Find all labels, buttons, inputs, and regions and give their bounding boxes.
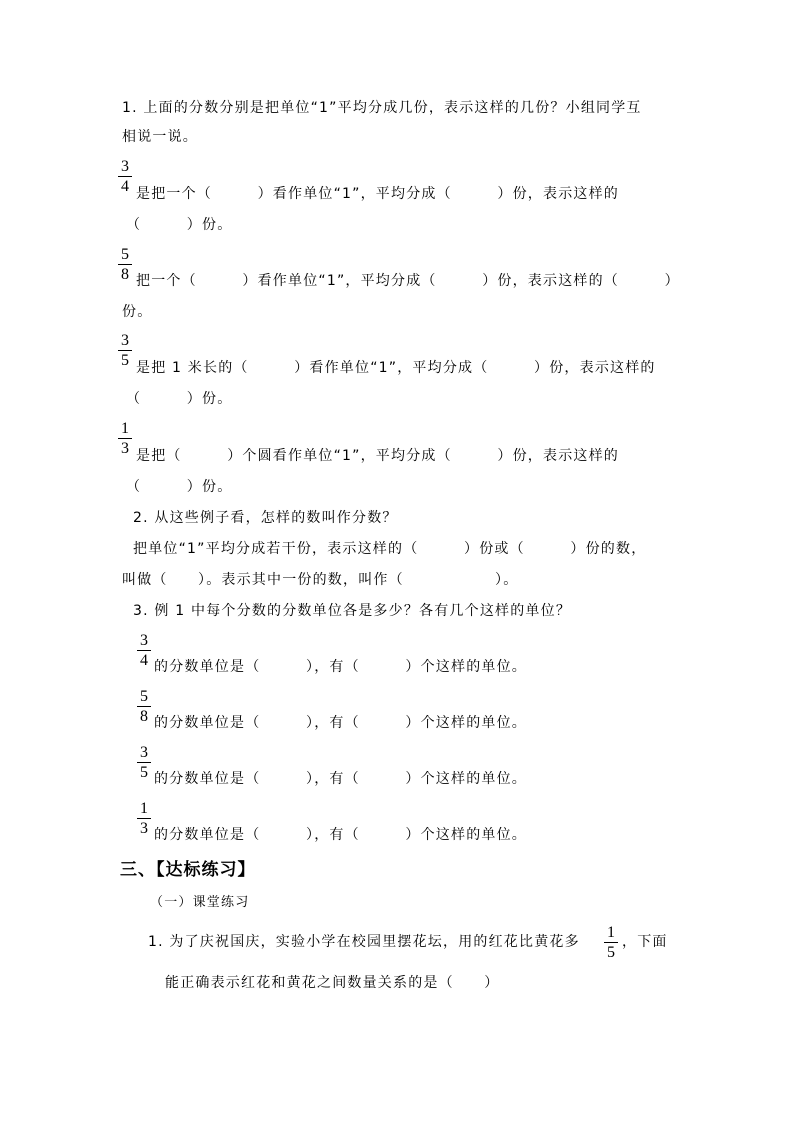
fraction-1-3 <box>137 800 151 837</box>
fraction-3-4 <box>137 632 151 669</box>
item-line1: 是把 1 米长的（ ）看作单位“1”，平均分成（ ）份，表示这样的 <box>136 360 656 376</box>
item-line2: （ ）份。 <box>126 217 233 233</box>
item-line2: （ ）份。 <box>126 479 233 495</box>
fraction-bar <box>137 818 151 819</box>
unit-line: 的分数单位是（ ），有（ ）个这样的单位。 <box>154 715 527 731</box>
fraction-denominator: 3 <box>121 440 129 457</box>
fraction-denominator: 4 <box>121 178 129 195</box>
fraction-denominator: 8 <box>140 708 148 725</box>
practice-q1-line2: 能正确表示红花和黄花之间数量关系的是（ ） <box>165 975 500 991</box>
unit-line: 的分数单位是（ ），有（ ）个这样的单位。 <box>154 827 527 843</box>
fraction-1-3 <box>118 420 132 457</box>
fraction-numerator: 1 <box>140 800 148 817</box>
fraction-5-8 <box>137 688 151 725</box>
q3-title: 3. 例 1 中每个分数的分数单位各是多少？各有几个这样的单位？ <box>133 603 572 619</box>
fraction-numerator: 3 <box>121 158 129 175</box>
practice-q1-part1: 1. 为了庆祝国庆，实验小学在校园里摆花坛，用的红花比黄花多 <box>148 934 580 950</box>
practice-q1-part2: ，下面 <box>622 934 668 950</box>
fraction-bar <box>118 350 132 351</box>
fraction-bar <box>137 706 151 707</box>
fraction-denominator: 3 <box>140 820 148 837</box>
q2-title: 2. 从这些例子看，怎样的数叫作分数？ <box>133 510 398 526</box>
fraction-denominator: 4 <box>140 652 148 669</box>
fraction-numerator: 3 <box>121 332 129 349</box>
fraction-denominator: 8 <box>121 266 129 283</box>
section-subheading: （一）课堂练习 <box>150 895 250 910</box>
item-line2: 份。 <box>122 304 153 320</box>
fraction-bar <box>137 650 151 651</box>
fraction-3-4 <box>118 158 132 195</box>
fraction-numerator: 5 <box>121 246 129 263</box>
fraction-bar <box>118 264 132 265</box>
fraction-denominator: 5 <box>140 764 148 781</box>
unit-line: 的分数单位是（ ），有（ ）个这样的单位。 <box>154 659 527 675</box>
q1-line2: 相说一说。 <box>122 129 198 145</box>
fraction-denominator: 5 <box>607 944 615 961</box>
fraction-numerator: 3 <box>140 744 148 761</box>
fraction-numerator: 5 <box>140 688 148 705</box>
fraction-bar <box>604 942 618 943</box>
fraction-5-8 <box>118 246 132 283</box>
item-line2: （ ）份。 <box>126 391 233 407</box>
item-line1: 把一个（ ）看作单位“1”，平均分成（ ）份，表示这样的（ ） <box>136 273 680 289</box>
q1-line1: 1. 上面的分数分别是把单位“1”平均分成几份，表示这样的几份？小组同学互 <box>122 100 642 116</box>
fraction-bar <box>118 438 132 439</box>
fraction-numerator: 1 <box>607 924 615 941</box>
fraction-3-5 <box>118 332 132 369</box>
fraction-3-5 <box>137 744 151 781</box>
item-line1: 是把一个（ ）看作单位“1”，平均分成（ ）份，表示这样的 <box>136 186 620 202</box>
unit-line: 的分数单位是（ ），有（ ）个这样的单位。 <box>154 771 527 787</box>
item-line1: 是把（ ）个圆看作单位“1”，平均分成（ ）份，表示这样的 <box>136 448 620 464</box>
fraction-numerator: 1 <box>121 420 129 437</box>
q2-line2: 叫做（ ）。表示其中一份的数，叫作（ ）。 <box>122 572 519 588</box>
fraction-1-5 <box>604 924 618 961</box>
section-heading: 三、【达标练习】 <box>120 860 256 880</box>
fraction-bar <box>118 176 132 177</box>
fraction-denominator: 5 <box>121 352 129 369</box>
fraction-bar <box>137 762 151 763</box>
q2-line1: 把单位“1”平均分成若干份，表示这样的（ ）份或（ ）份的数， <box>133 541 647 557</box>
fraction-numerator: 3 <box>140 632 148 649</box>
